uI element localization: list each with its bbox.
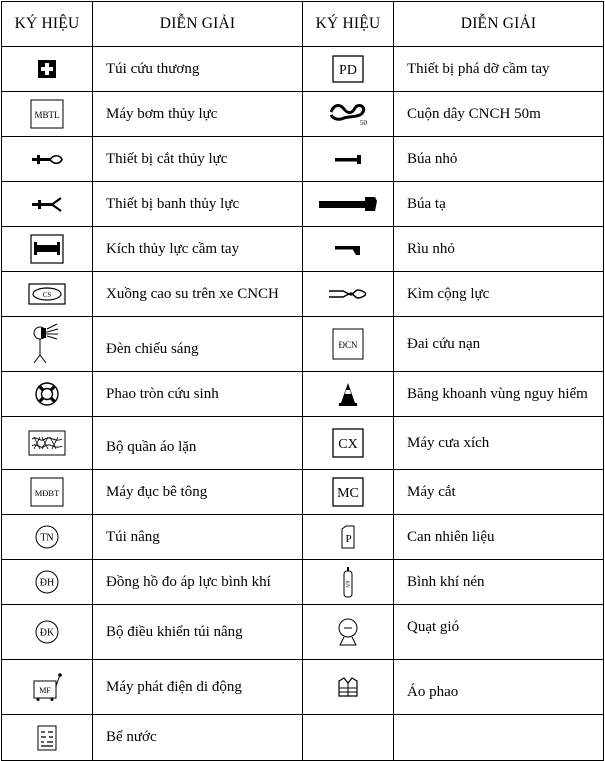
desc-cell: Máy đục bê tông (93, 470, 303, 515)
desc-cell: Búa tạ (394, 182, 604, 227)
desc-cell: Quạt gió (394, 605, 604, 660)
table-row (2, 660, 604, 715)
desc-cell: Đồng hồ đo áp lực bình khí (93, 560, 303, 605)
table-row (2, 92, 604, 137)
diving-suit-icon (28, 430, 66, 456)
first-aid-kit-icon (37, 59, 57, 79)
boat-label: CS (42, 291, 52, 299)
box-mbtl-icon (30, 99, 64, 129)
small-axe-icon (332, 241, 364, 257)
table-row (2, 227, 604, 272)
symbol-cell (2, 92, 93, 137)
desc-cell: Máy phát điện di động (93, 660, 303, 715)
symbol-cell (2, 605, 93, 660)
fuel-can-icon (339, 525, 357, 549)
desc-cell: Bể nước (93, 715, 303, 761)
desc-cell: Kích thủy lực cầm tay (93, 227, 303, 272)
floodlight-icon (31, 323, 63, 365)
desc-cell: Can nhiên liệu (394, 515, 604, 560)
desc-cell: Rìu nhỏ (394, 227, 604, 272)
generator-icon (31, 672, 63, 702)
symbol-cell (303, 417, 394, 470)
desc-cell: Áo phao (394, 660, 604, 715)
header-desc-right: DIỄN GIẢI (394, 2, 604, 47)
symbol-cell (303, 470, 394, 515)
symbol-cell (2, 515, 93, 560)
symbol-cell (303, 47, 394, 92)
desc-cell: Máy cưa xích (394, 417, 604, 470)
rubber-boat-icon (28, 283, 66, 305)
desc-cell: Băng khoanh vùng nguy hiểm (394, 372, 604, 417)
table-row (2, 515, 604, 560)
header-symbol-right: KÝ HIỆU (303, 2, 394, 47)
desc-cell: Bình khí nén (394, 560, 604, 605)
box-cx-label: CX (338, 437, 358, 452)
symbol-cell (303, 605, 394, 660)
desc-cell: Búa nhỏ (394, 137, 604, 182)
desc-cell: Đai cứu nạn (394, 317, 604, 372)
table-row (2, 715, 604, 761)
empty-desc-cell (394, 715, 604, 761)
rope-length-label: 50 (360, 119, 367, 127)
rope-coil-icon (326, 100, 370, 128)
table-row (2, 372, 604, 417)
table-row (2, 605, 604, 660)
header-symbol-left: KÝ HIỆU (2, 2, 93, 47)
water-tank-icon (37, 725, 57, 751)
table-row (2, 137, 604, 182)
table-row (2, 560, 604, 605)
fan-icon (336, 617, 360, 647)
desc-cell: Máy bơm thủy lực (93, 92, 303, 137)
symbol-cell (303, 227, 394, 272)
box-mc-icon (332, 477, 364, 507)
symbol-cell (2, 560, 93, 605)
circle-dk-icon (34, 619, 60, 645)
circle-tn-label: TN (40, 532, 54, 544)
box-mdbt-label: MĐBT (34, 488, 60, 498)
desc-cell: Kìm cộng lực (394, 272, 604, 317)
desc-cell: Máy cắt (394, 470, 604, 515)
lifebuoy-icon (34, 381, 60, 407)
circle-dh-icon (34, 569, 60, 595)
box-mc-label: MC (337, 486, 359, 501)
sledgehammer-icon (317, 194, 379, 214)
box-dcn-icon (332, 328, 364, 360)
desc-cell: Phao tròn cứu sinh (93, 372, 303, 417)
bolt-cutter-icon (327, 287, 369, 301)
table-row (2, 417, 604, 470)
generator-label: MF (39, 686, 51, 695)
gas-cylinder-label: KN (344, 580, 349, 588)
symbol-cell (2, 182, 93, 227)
symbol-cell (303, 317, 394, 372)
symbol-cell (303, 515, 394, 560)
circle-tn-icon (34, 524, 60, 550)
circle-dh-label: ĐH (39, 577, 55, 589)
small-hammer-icon (332, 153, 364, 165)
box-dcn-label: ĐCN (338, 340, 358, 350)
desc-cell: Thiết bị phá dỡ cầm tay (394, 47, 604, 92)
table-row (2, 317, 604, 372)
life-jacket-icon (337, 676, 359, 698)
symbol-cell (2, 470, 93, 515)
table-row (2, 272, 604, 317)
desc-cell: Bộ điều khiển túi nâng (93, 605, 303, 660)
symbol-cell (2, 417, 93, 470)
desc-cell: Đèn chiếu sáng (93, 317, 303, 372)
desc-cell: Cuộn dây CNCH 50m (394, 92, 604, 137)
hydraulic-spreader-icon (30, 196, 64, 212)
symbol-cell (2, 137, 93, 182)
table-row (2, 47, 604, 92)
symbol-cell (303, 272, 394, 317)
symbol-cell (2, 227, 93, 272)
symbol-cell (2, 660, 93, 715)
traffic-cone-icon (338, 381, 358, 407)
box-mbtl-label: MBTL (34, 110, 60, 120)
legend-table (1, 1, 604, 761)
desc-cell: Túi nâng (93, 515, 303, 560)
empty-symbol-cell (303, 715, 394, 761)
table-row (2, 182, 604, 227)
header-row (2, 2, 604, 47)
gas-cylinder-icon (342, 566, 354, 598)
symbol-cell (303, 660, 394, 715)
box-pd-icon (332, 55, 364, 83)
desc-cell: Thiết bị banh thủy lực (93, 182, 303, 227)
desc-cell: Thiết bị cắt thủy lực (93, 137, 303, 182)
symbol-cell (303, 137, 394, 182)
symbol-cell (303, 560, 394, 605)
circle-dk-label: ĐK (39, 627, 55, 639)
symbol-cell (2, 272, 93, 317)
symbol-cell (2, 317, 93, 372)
fuel-can-label: P (345, 533, 352, 545)
desc-cell: Túi cứu thương (93, 47, 303, 92)
symbol-cell (303, 372, 394, 417)
hydraulic-cutter-icon (30, 151, 64, 167)
box-cx-icon (332, 428, 364, 458)
symbol-cell (303, 182, 394, 227)
symbol-cell (303, 92, 394, 137)
symbol-cell (2, 715, 93, 761)
box-mdbt-icon (30, 477, 64, 507)
header-desc-left: DIỄN GIẢI (93, 2, 303, 47)
desc-cell: Bộ quần áo lặn (93, 417, 303, 470)
table-row (2, 470, 604, 515)
desc-cell: Xuồng cao su trên xe CNCH (93, 272, 303, 317)
symbol-cell (2, 47, 93, 92)
symbol-cell (2, 372, 93, 417)
box-pd-label: PD (339, 63, 357, 78)
hand-jack-icon (30, 234, 64, 264)
